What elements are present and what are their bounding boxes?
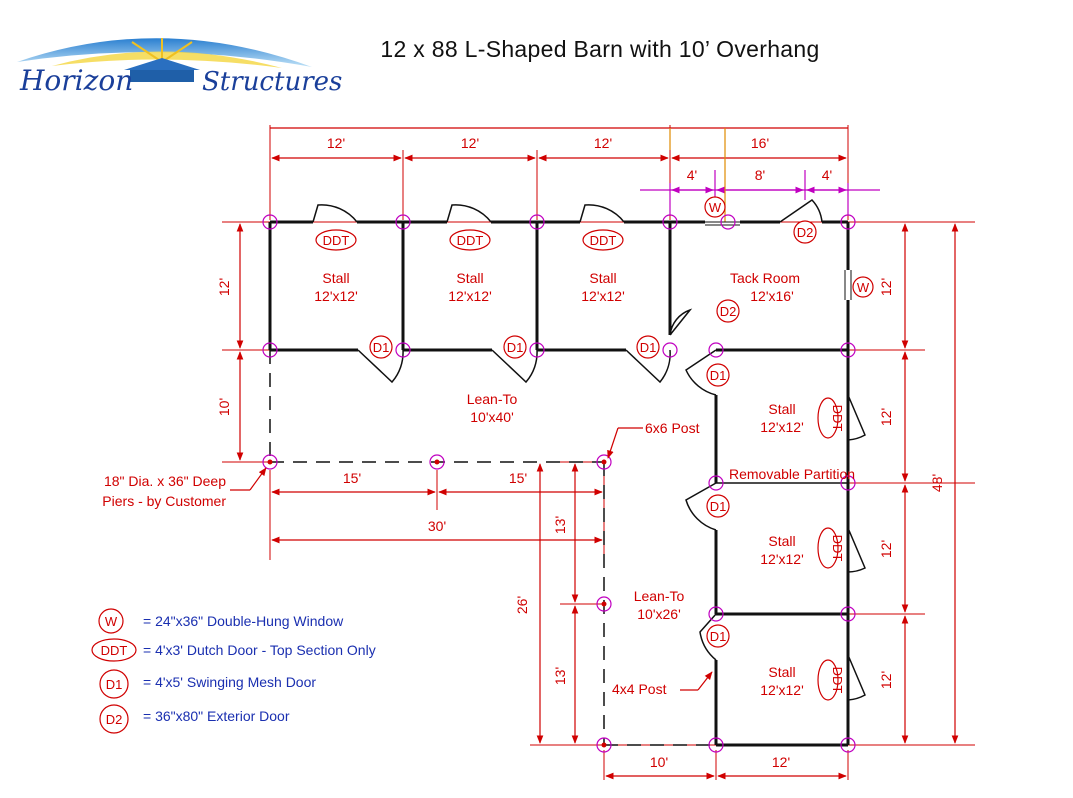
dim-top-2: 12' xyxy=(460,135,480,151)
dim-tack-2: 8' xyxy=(754,167,766,183)
removable-partition-note: Removable Partition xyxy=(729,466,856,482)
stall-5-label: Stall xyxy=(768,533,796,549)
dim-right-48: 48' xyxy=(929,473,945,493)
d1-tag: D1 xyxy=(709,368,727,383)
stall-3-size: 12'x12' xyxy=(581,288,625,304)
dim-top-4: 16' xyxy=(750,135,770,151)
d1-tag: D1 xyxy=(372,340,390,355)
dim-right-12c: 12' xyxy=(878,539,894,559)
d1-tag: D1 xyxy=(639,340,657,355)
lean-to-2-label: Lean-To xyxy=(633,588,685,604)
legend-ddt-text: = 4'x3' Dutch Door - Top Section Only xyxy=(143,642,376,658)
dim-v-26: 26' xyxy=(514,595,530,615)
stall-6-size: 12'x12' xyxy=(760,682,804,698)
dim-left-12: 12' xyxy=(216,277,232,297)
dim-v-13a: 13' xyxy=(552,515,568,535)
legend-w-tag: W xyxy=(104,614,118,629)
dim-tack-1: 4' xyxy=(686,167,698,183)
legend-d1-text: = 4'x5' Swinging Mesh Door xyxy=(143,674,317,690)
dim-top-3: 12' xyxy=(593,135,613,151)
lean-to-1-size: 10'x40' xyxy=(470,409,514,425)
ddt-tag: DDT xyxy=(589,233,617,248)
d1-tag: D1 xyxy=(506,340,524,355)
legend-d1-tag: D1 xyxy=(105,677,123,692)
stall-1-label: Stall xyxy=(322,270,350,286)
ddt-tag: DDT xyxy=(830,404,845,432)
tack-room-label: Tack Room xyxy=(729,270,801,286)
dim-bottom-10: 10' xyxy=(649,754,669,770)
stall-6-label: Stall xyxy=(768,664,796,680)
dim-top-1: 12' xyxy=(326,135,346,151)
d1-tag: D1 xyxy=(709,629,727,644)
dim-left-10: 10' xyxy=(216,397,232,417)
legend-d2-tag: D2 xyxy=(105,712,123,727)
logo-text-structures: Structures xyxy=(202,67,343,97)
stall-3-label: Stall xyxy=(589,270,617,286)
ddt-tag: DDT xyxy=(830,534,845,562)
dim-lean-30: 30' xyxy=(427,518,447,534)
dim-right-12b: 12' xyxy=(878,407,894,427)
stall-2-label: Stall xyxy=(456,270,484,286)
tack-room-size: 12'x16' xyxy=(750,288,794,304)
page-title: 12 x 88 L-Shaped Barn with 10’ Overhang xyxy=(380,36,820,62)
dim-right-12a: 12' xyxy=(878,277,894,297)
dim-tack-3: 4' xyxy=(821,167,833,183)
legend-d2-text: = 36"x80" Exterior Door xyxy=(143,708,290,724)
dim-lean-15b: 15' xyxy=(508,470,528,486)
room-labels xyxy=(314,270,804,698)
piers-note-line1: 18" Dia. x 36" Deep xyxy=(103,473,226,489)
ddt-tag: DDT xyxy=(322,233,350,248)
d1-tag: D1 xyxy=(709,499,727,514)
w-tag: W xyxy=(708,200,722,215)
ddt-tag: DDT xyxy=(456,233,484,248)
stall-1-size: 12'x12' xyxy=(314,288,358,304)
post-4x4-note: 4x4 Post xyxy=(612,681,667,697)
post-6x6-note: 6x6 Post xyxy=(645,420,700,436)
extension-lines xyxy=(222,125,975,780)
dim-bottom-12: 12' xyxy=(771,754,791,770)
stall-2-size: 12'x12' xyxy=(448,288,492,304)
dim-lean-15a: 15' xyxy=(342,470,362,486)
logo-text-horizon: Horizon xyxy=(20,64,134,97)
lean-to-2-size: 10'x26' xyxy=(637,606,681,622)
piers-note-line2: Piers - by Customer xyxy=(102,493,226,509)
w-tag: W xyxy=(856,280,870,295)
d2-tag: D2 xyxy=(719,304,737,319)
stall-4-label: Stall xyxy=(768,401,796,417)
d2-tag: D2 xyxy=(796,225,814,240)
legend-ddt-tag: DDT xyxy=(100,643,128,658)
stall-4-size: 12'x12' xyxy=(760,419,804,435)
legend xyxy=(92,609,376,733)
stall-5-size: 12'x12' xyxy=(760,551,804,567)
legend-w-text: = 24"x36" Double-Hung Window xyxy=(143,613,344,629)
lean-to-1-label: Lean-To xyxy=(466,391,518,407)
ddt-tag: DDT xyxy=(830,666,845,694)
dim-right-12d: 12' xyxy=(878,670,894,690)
dim-v-13b: 13' xyxy=(552,666,568,686)
